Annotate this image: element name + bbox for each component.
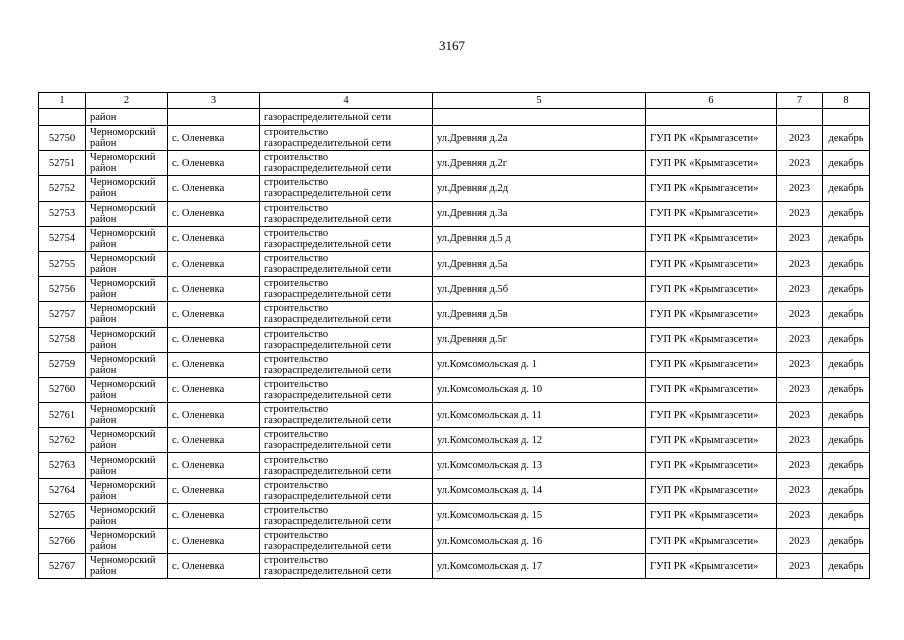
district-line: Черноморский (90, 152, 156, 164)
district-line: Черноморский (90, 378, 156, 390)
cell-organization: ГУП РК «Крымгазсети» (646, 478, 777, 503)
district-line: Черноморский (90, 127, 156, 139)
cell-address: ул.Древняя д.5а (433, 251, 646, 276)
cell-month: декабрь (823, 503, 870, 528)
work-line: газораспределительной сети (264, 515, 392, 527)
cell-organization: ГУП РК «Крымгазсети» (646, 453, 777, 478)
cell-work (260, 126, 433, 151)
work-line: газораспределительной сети (264, 188, 392, 200)
district-line: район (90, 138, 117, 150)
work-line: строительство (264, 152, 329, 164)
cell-village (168, 109, 260, 126)
table-row (39, 453, 870, 478)
cell-organization: ГУП РК «Крымгазсети» (646, 251, 777, 276)
district-line: Черноморский (90, 227, 156, 239)
district-line: район (90, 490, 117, 502)
cell-district (86, 352, 168, 377)
cell-address: ул.Древняя д.2а (433, 126, 646, 151)
work-line: газораспределительной сети (264, 264, 392, 276)
cell-village: с. Оленевка (168, 277, 260, 302)
cell-year: 2023 (777, 327, 823, 352)
cell-village: с. Оленевка (168, 554, 260, 579)
district-line: район (90, 440, 117, 452)
cell-village: с. Оленевка (168, 428, 260, 453)
cell-organization: ГУП РК «Крымгазсети» (646, 377, 777, 402)
district-line: район (90, 314, 117, 326)
cell-year: 2023 (777, 151, 823, 176)
district-line: район (90, 541, 117, 553)
column-header: 1 (39, 93, 86, 109)
cell-village: с. Оленевка (168, 251, 260, 276)
cell-month: декабрь (823, 428, 870, 453)
district-line: Черноморский (90, 278, 156, 290)
cell-month: декабрь (823, 226, 870, 251)
cell-number: 52761 (39, 403, 86, 428)
district-line: район (90, 238, 117, 250)
work-line: строительство (264, 328, 329, 340)
cell-work (260, 453, 433, 478)
cell-district (86, 453, 168, 478)
cell-village: с. Оленевка (168, 201, 260, 226)
cell-organization: ГУП РК «Крымгазсети» (646, 352, 777, 377)
cell-work (260, 302, 433, 327)
table-row (39, 403, 870, 428)
cell-month: декабрь (823, 126, 870, 151)
district-line: Черноморский (90, 177, 156, 189)
cell-work (260, 151, 433, 176)
cell-district (86, 327, 168, 352)
cell-address: ул.Комсомольская д. 17 (433, 554, 646, 579)
work-line: строительство (264, 353, 329, 365)
district-line: Черноморский (90, 429, 156, 441)
column-header: 6 (646, 93, 777, 109)
cell-organization: ГУП РК «Крымгазсети» (646, 151, 777, 176)
district-line: район (90, 188, 117, 200)
table-row (39, 176, 870, 201)
cell-work: газораспределительной сети (260, 109, 433, 126)
cell-month: декабрь (823, 176, 870, 201)
work-line: строительство (264, 378, 329, 390)
work-line: газораспределительной сети (264, 138, 392, 150)
cell-work (260, 503, 433, 528)
work-line: строительство (264, 202, 329, 214)
cell-district (86, 554, 168, 579)
cell-work (260, 201, 433, 226)
cell-village: с. Оленевка (168, 403, 260, 428)
registry-table (38, 92, 870, 579)
district-line: Черноморский (90, 454, 156, 466)
district-line: Черноморский (90, 303, 156, 315)
table-row (39, 377, 870, 402)
column-header: 7 (777, 93, 823, 109)
cell-number: 52763 (39, 453, 86, 478)
cell-year: 2023 (777, 377, 823, 402)
cell-address: ул.Комсомольская д. 10 (433, 377, 646, 402)
table-row (39, 327, 870, 352)
cell-district: район (86, 109, 168, 126)
cell-year: 2023 (777, 478, 823, 503)
work-line: газораспределительной сети (264, 541, 392, 553)
cell-year: 2023 (777, 126, 823, 151)
district-line: район (90, 163, 117, 175)
cell-year: 2023 (777, 428, 823, 453)
district-line: Черноморский (90, 479, 156, 491)
work-line: строительство (264, 429, 329, 441)
cell-year: 2023 (777, 503, 823, 528)
cell-number: 52760 (39, 377, 86, 402)
cell-work (260, 277, 433, 302)
work-line: строительство (264, 127, 329, 139)
district-line: район (90, 213, 117, 225)
table-row (39, 226, 870, 251)
district-line: район (90, 415, 117, 427)
cell-number: 52759 (39, 352, 86, 377)
cell-address (433, 109, 646, 126)
work-line: газораспределительной сети (264, 440, 392, 452)
district-line: район (90, 264, 117, 276)
district-line: Черноморский (90, 504, 156, 516)
column-header: 8 (823, 93, 870, 109)
district-line: район (90, 389, 117, 401)
work-line: газораспределительной сети (264, 213, 392, 225)
cell-month (823, 109, 870, 126)
cell-village: с. Оленевка (168, 529, 260, 554)
cell-year: 2023 (777, 251, 823, 276)
cell-address: ул.Древняя д.3а (433, 201, 646, 226)
district-line: район (90, 289, 117, 301)
cell-address: ул.Комсомольская д. 12 (433, 428, 646, 453)
cell-year (777, 109, 823, 126)
cell-village: с. Оленевка (168, 226, 260, 251)
cell-month: декабрь (823, 251, 870, 276)
table-row (39, 126, 870, 151)
cell-number: 52758 (39, 327, 86, 352)
district-line: Черноморский (90, 328, 156, 340)
cell-address: ул.Древняя д.5в (433, 302, 646, 327)
cell-organization: ГУП РК «Крымгазсети» (646, 126, 777, 151)
cell-village: с. Оленевка (168, 126, 260, 151)
cell-number: 52755 (39, 251, 86, 276)
cell-number: 52753 (39, 201, 86, 226)
cell-address: ул.Древняя д.2д (433, 176, 646, 201)
cell-month: декабрь (823, 377, 870, 402)
district-line: район (90, 515, 117, 527)
column-header: 5 (433, 93, 646, 109)
cell-number: 52766 (39, 529, 86, 554)
cell-address: ул.Комсомольская д. 14 (433, 478, 646, 503)
cell-village: с. Оленевка (168, 302, 260, 327)
cell-address: ул.Древняя д.5б (433, 277, 646, 302)
work-line: строительство (264, 454, 329, 466)
cell-organization: ГУП РК «Крымгазсети» (646, 226, 777, 251)
table-row (39, 277, 870, 302)
work-line: газораспределительной сети (264, 289, 392, 301)
cell-number: 52764 (39, 478, 86, 503)
cell-year: 2023 (777, 226, 823, 251)
work-line: строительство (264, 303, 329, 315)
cell-organization: ГУП РК «Крымгазсети» (646, 554, 777, 579)
cell-district (86, 251, 168, 276)
cell-year: 2023 (777, 403, 823, 428)
cell-number: 52765 (39, 503, 86, 528)
work-line: строительство (264, 530, 329, 542)
cell-address: ул.Комсомольская д. 1 (433, 352, 646, 377)
cell-month: декабрь (823, 478, 870, 503)
column-header: 2 (86, 93, 168, 109)
work-line: газораспределительной сети (264, 566, 392, 578)
work-line: газораспределительной сети (264, 389, 392, 401)
cell-month: декабрь (823, 201, 870, 226)
work-line: газораспределительной сети (264, 465, 392, 477)
district-line: Черноморский (90, 253, 156, 265)
continuation-row (39, 109, 870, 126)
cell-year: 2023 (777, 554, 823, 579)
cell-year: 2023 (777, 302, 823, 327)
cell-address: ул.Древняя д.5г (433, 327, 646, 352)
table-row (39, 352, 870, 377)
work-line: газораспределительной сети (264, 238, 392, 250)
cell-district (86, 201, 168, 226)
header-row (39, 93, 870, 109)
cell-work (260, 226, 433, 251)
cell-district (86, 377, 168, 402)
work-line: газораспределительной сети (264, 339, 392, 351)
cell-district (86, 478, 168, 503)
column-header: 4 (260, 93, 433, 109)
cell-work (260, 176, 433, 201)
cell-year: 2023 (777, 201, 823, 226)
district-line: район (90, 566, 117, 578)
cell-month: декабрь (823, 529, 870, 554)
cell-work (260, 327, 433, 352)
table-row (39, 201, 870, 226)
district-line: Черноморский (90, 404, 156, 416)
cell-district (86, 403, 168, 428)
cell-work (260, 403, 433, 428)
cell-organization: ГУП РК «Крымгазсети» (646, 403, 777, 428)
cell-address: ул.Древняя д.2г (433, 151, 646, 176)
cell-number: 52754 (39, 226, 86, 251)
cell-organization: ГУП РК «Крымгазсети» (646, 201, 777, 226)
cell-work (260, 428, 433, 453)
cell-organization: ГУП РК «Крымгазсети» (646, 176, 777, 201)
cell-number: 52767 (39, 554, 86, 579)
cell-work (260, 251, 433, 276)
work-line: строительство (264, 253, 329, 265)
work-line: строительство (264, 504, 329, 516)
cell-organization: ГУП РК «Крымгазсети» (646, 529, 777, 554)
work-line: строительство (264, 177, 329, 189)
cell-month: декабрь (823, 453, 870, 478)
cell-number: 52752 (39, 176, 86, 201)
work-line: строительство (264, 278, 329, 290)
cell-organization: ГУП РК «Крымгазсети» (646, 277, 777, 302)
cell-month: декабрь (823, 352, 870, 377)
district-line: Черноморский (90, 555, 156, 567)
cell-organization (646, 109, 777, 126)
cell-month: декабрь (823, 554, 870, 579)
cell-work (260, 352, 433, 377)
cell-month: декабрь (823, 403, 870, 428)
cell-organization: ГУП РК «Крымгазсети» (646, 327, 777, 352)
table-row (39, 529, 870, 554)
cell-village: с. Оленевка (168, 503, 260, 528)
work-line: газораспределительной сети (264, 490, 392, 502)
cell-year: 2023 (777, 277, 823, 302)
cell-address: ул.Комсомольская д. 15 (433, 503, 646, 528)
cell-district (86, 151, 168, 176)
cell-organization: ГУП РК «Крымгазсети» (646, 428, 777, 453)
cell-district (86, 226, 168, 251)
table-row (39, 478, 870, 503)
district-line: район (90, 339, 117, 351)
cell-village: с. Оленевка (168, 327, 260, 352)
cell-year: 2023 (777, 352, 823, 377)
cell-work (260, 478, 433, 503)
cell-number: 52757 (39, 302, 86, 327)
work-line: газораспределительной сети (264, 415, 392, 427)
cell-district (86, 176, 168, 201)
work-line: строительство (264, 404, 329, 416)
district-line: район (90, 364, 117, 376)
cell-number: 52751 (39, 151, 86, 176)
cell-month: декабрь (823, 302, 870, 327)
work-line: газораспределительной сети (264, 163, 392, 175)
cell-district (86, 277, 168, 302)
work-line: газораспределительной сети (264, 364, 392, 376)
work-line: строительство (264, 479, 329, 491)
cell-village: с. Оленевка (168, 453, 260, 478)
cell-village: с. Оленевка (168, 176, 260, 201)
cell-month: декабрь (823, 151, 870, 176)
cell-district (86, 503, 168, 528)
table-row (39, 302, 870, 327)
cell-district (86, 302, 168, 327)
cell-district (86, 428, 168, 453)
work-line: строительство (264, 555, 329, 567)
cell-number: 52762 (39, 428, 86, 453)
table-row (39, 428, 870, 453)
cell-village: с. Оленевка (168, 377, 260, 402)
cell-village: с. Оленевка (168, 151, 260, 176)
page-number: 3167 (439, 38, 465, 53)
cell-number: 52750 (39, 126, 86, 151)
cell-month: декабрь (823, 277, 870, 302)
table-row (39, 554, 870, 579)
cell-village: с. Оленевка (168, 352, 260, 377)
table-row (39, 503, 870, 528)
district-line: Черноморский (90, 530, 156, 542)
cell-address: ул.Комсомольская д. 13 (433, 453, 646, 478)
table-row (39, 251, 870, 276)
cell-organization: ГУП РК «Крымгазсети» (646, 503, 777, 528)
district-line: Черноморский (90, 353, 156, 365)
cell-year: 2023 (777, 529, 823, 554)
table-body (39, 93, 870, 579)
cell-address: ул.Комсомольская д. 16 (433, 529, 646, 554)
cell-number: 52756 (39, 277, 86, 302)
cell-district (86, 126, 168, 151)
cell-address: ул.Древняя д.5 д (433, 226, 646, 251)
cell-number (39, 109, 86, 126)
cell-organization: ГУП РК «Крымгазсети» (646, 302, 777, 327)
cell-year: 2023 (777, 176, 823, 201)
cell-address: ул.Комсомольская д. 11 (433, 403, 646, 428)
cell-district (86, 529, 168, 554)
cell-month: декабрь (823, 327, 870, 352)
cell-work (260, 529, 433, 554)
district-line: район (90, 465, 117, 477)
table-row (39, 151, 870, 176)
district-line: Черноморский (90, 202, 156, 214)
work-line: строительство (264, 227, 329, 239)
cell-year: 2023 (777, 453, 823, 478)
cell-village: с. Оленевка (168, 478, 260, 503)
work-line: газораспределительной сети (264, 314, 392, 326)
cell-work (260, 554, 433, 579)
cell-work (260, 377, 433, 402)
column-header: 3 (168, 93, 260, 109)
